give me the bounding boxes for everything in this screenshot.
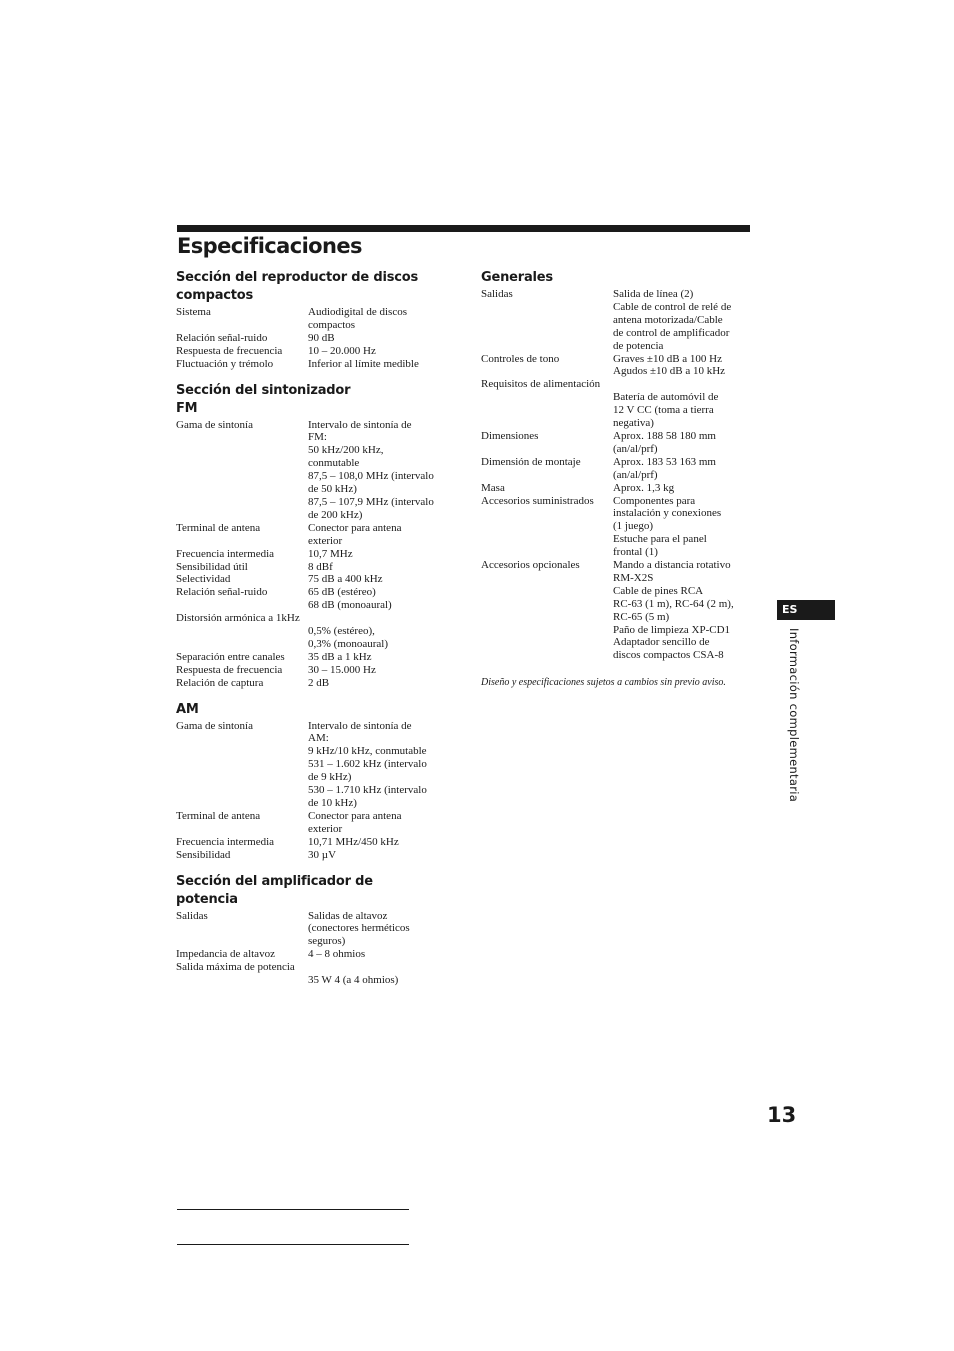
- spec-value: Intervalo de sintonía de AM: 9 kHz/10 kHz, conmutable 531 – 1.602 kHz (intervalo de 9 kHz) 530 – 1.710 kHz (intervalo de 10 kHz): [308, 719, 427, 809]
- spec-row: [176, 720, 456, 810]
- spec-value: 4 – 8 ohmios: [308, 948, 366, 961]
- spec-label: Sensibilidad: [176, 848, 231, 861]
- spec-row: [176, 810, 456, 836]
- spec-label: Accesorios opcionales: [481, 559, 580, 572]
- section-heading: AM: [176, 701, 199, 717]
- spec-row: [176, 948, 456, 961]
- spec-value: 90 dB: [308, 331, 335, 344]
- spec-section: [481, 269, 756, 662]
- spec-label: Dimensiones: [481, 429, 539, 442]
- spec-label: Terminal de antena: [176, 809, 261, 822]
- spec-label: Accesorios suministrados: [481, 494, 594, 507]
- section-heading: Sección del reproductor de discos compactos: [176, 270, 419, 303]
- disclaimer-note: Diseño y especificaciones sujetos a cambios sin previo aviso.: [481, 677, 726, 688]
- right-column: [481, 269, 756, 673]
- spec-row: [176, 332, 456, 345]
- spec-value: [308, 612, 456, 625]
- section-side-label: Información complementaria: [787, 628, 801, 803]
- spec-row: [176, 625, 456, 651]
- spec-value: 0,5% (estéreo), 0,3% (monoaural): [308, 625, 389, 650]
- spec-row: [481, 430, 756, 456]
- spec-value: [613, 378, 756, 391]
- spec-section: [176, 873, 456, 987]
- spec-value: Componentes para instalación y conexiones (1 juego) Estuche para el panel frontal (1): [613, 494, 722, 559]
- spec-value: 65 dB (estéreo) 68 dB (monoaural): [308, 586, 392, 612]
- spec-value: 30 µV: [308, 848, 337, 861]
- spec-row: [176, 419, 456, 522]
- section-heading: Generales: [481, 270, 553, 285]
- spec-label: Sensibilidad útil: [176, 560, 248, 573]
- spec-value: Aprox. 188 58 180 mm (an/al/prf): [613, 429, 716, 455]
- spec-value: 35 dB a 1 kHz: [308, 650, 372, 663]
- spec-row: [481, 456, 756, 482]
- spec-label: Sistema: [176, 306, 211, 318]
- spec-label: Separación entre canales: [176, 650, 285, 663]
- section-heading: Sección del sintonizador FM: [176, 382, 351, 416]
- spec-label: Selectividad: [176, 573, 231, 586]
- spec-label: Relación señal-ruido: [176, 586, 268, 599]
- spec-value: Aprox. 1,3 kg: [613, 481, 675, 494]
- spec-value: 35 W 4 (a 4 ohmios): [308, 974, 399, 987]
- spec-value: 10,7 MHz: [308, 547, 353, 560]
- language-tab: ES: [777, 600, 835, 620]
- spec-value: 10,71 MHz/450 kHz: [308, 835, 399, 848]
- spec-row: [176, 358, 456, 371]
- spec-label: Masa: [481, 481, 505, 494]
- spec-label: Requisitos de alimentación: [481, 378, 601, 391]
- footer-rule-1: [177, 1209, 409, 1210]
- spec-section: [176, 269, 456, 371]
- spec-row: [176, 306, 456, 332]
- spec-value: Graves ±10 dB a 100 Hz Agudos ±10 dB a 10 kHz: [613, 352, 726, 378]
- spec-value: Intervalo de sintonía de FM: 50 kHz/200 kHz, conmutable 87,5 – 108,0 MHz (intervalo de 50 kHz) 87,5 – 107,9 MHz (intervalo de 200 kHz): [308, 418, 434, 521]
- spec-label: [176, 625, 308, 651]
- spec-row: [176, 573, 456, 586]
- spec-value: Mando a distancia rotativo RM-X2S Cable de pines RCA RC-63 (1 m), RC-64 (2 m), RC-65 (5 m) Paño de limpieza XP-CD1 Adaptador sencillo de discos compactos CSA-8: [613, 559, 734, 662]
- spec-label: [176, 974, 308, 987]
- spec-row: [176, 586, 456, 612]
- spec-label: Controles de tono: [481, 352, 560, 365]
- spec-label: [481, 391, 613, 430]
- spec-row: [481, 353, 756, 379]
- spec-label: Frecuencia intermedia: [176, 547, 275, 560]
- spec-row: [176, 849, 456, 862]
- spec-row: [176, 974, 456, 987]
- spec-label: Gama de sintonía: [176, 418, 253, 431]
- spec-row: [176, 561, 456, 574]
- spec-row: [481, 378, 756, 391]
- left-column: [176, 269, 456, 998]
- spec-label: Fluctuación y trémolo: [176, 357, 274, 370]
- spec-value: Aprox. 183 53 163 mm (an/al/prf): [613, 455, 716, 481]
- spec-value: Inferior al límite medible: [308, 357, 419, 370]
- spec-label: Gama de sintonía: [176, 719, 253, 732]
- spec-row: [481, 288, 756, 353]
- spec-value: 75 dB a 400 kHz: [308, 573, 383, 586]
- spec-value: Salida de línea (2) Cable de control de relé de antena motorizada/Cable de control de amplificador de potencia: [613, 288, 732, 352]
- spec-label: Terminal de antena: [176, 521, 261, 534]
- spec-value: Audiodigital de discos compactos: [308, 306, 407, 331]
- spec-label: Frecuencia intermedia: [176, 835, 275, 848]
- spec-label: Distorsión armónica a 1kHz: [176, 612, 300, 625]
- spec-label: Salida máxima de potencia: [176, 961, 295, 974]
- spec-row: [176, 548, 456, 561]
- spec-value: Conector para antena exterior: [308, 521, 402, 547]
- spec-label: Impedancia de altavoz: [176, 948, 275, 961]
- spec-value: 10 – 20.000 Hz: [308, 344, 376, 357]
- spec-label: Relación señal-ruido: [176, 331, 268, 344]
- footer-rule-2: [177, 1244, 409, 1245]
- page-title: Especificaciones: [177, 234, 362, 258]
- spec-label: Respuesta de frecuencia: [176, 663, 283, 676]
- spec-value: Batería de automóvil de 12 V CC (toma a tierra negativa): [613, 391, 719, 430]
- spec-value: 30 – 15.000 Hz: [308, 663, 376, 676]
- spec-value: [308, 961, 456, 974]
- spec-row: [481, 482, 756, 495]
- spec-row: [176, 836, 456, 849]
- spec-row: [176, 961, 456, 974]
- spec-row: [481, 495, 756, 560]
- spec-label: Dimensión de montaje: [481, 455, 581, 468]
- spec-section: [176, 701, 456, 862]
- spec-label: Relación de captura: [176, 676, 264, 689]
- spec-label: Salidas: [481, 288, 513, 300]
- spec-section: [176, 382, 456, 690]
- spec-row: [176, 522, 456, 548]
- spec-value: 2 dB: [308, 676, 330, 689]
- spec-row: [176, 612, 456, 625]
- spec-value: Salidas de altavoz (conectores herméticos seguros): [308, 909, 410, 948]
- spec-row: [481, 559, 756, 662]
- spec-value: 8 dBf: [308, 560, 333, 573]
- spec-row: [176, 677, 456, 690]
- section-heading: Sección del amplificador de potencia: [176, 873, 373, 907]
- spec-row: [176, 910, 456, 949]
- spec-value: Conector para antena exterior: [308, 809, 402, 835]
- page-number: 13: [767, 1103, 797, 1127]
- spec-label: Salidas: [176, 909, 208, 922]
- spec-row: [176, 651, 456, 664]
- spec-row: [176, 345, 456, 358]
- spec-row: [481, 391, 756, 430]
- spec-label: Respuesta de frecuencia: [176, 344, 283, 357]
- spec-row: [176, 664, 456, 677]
